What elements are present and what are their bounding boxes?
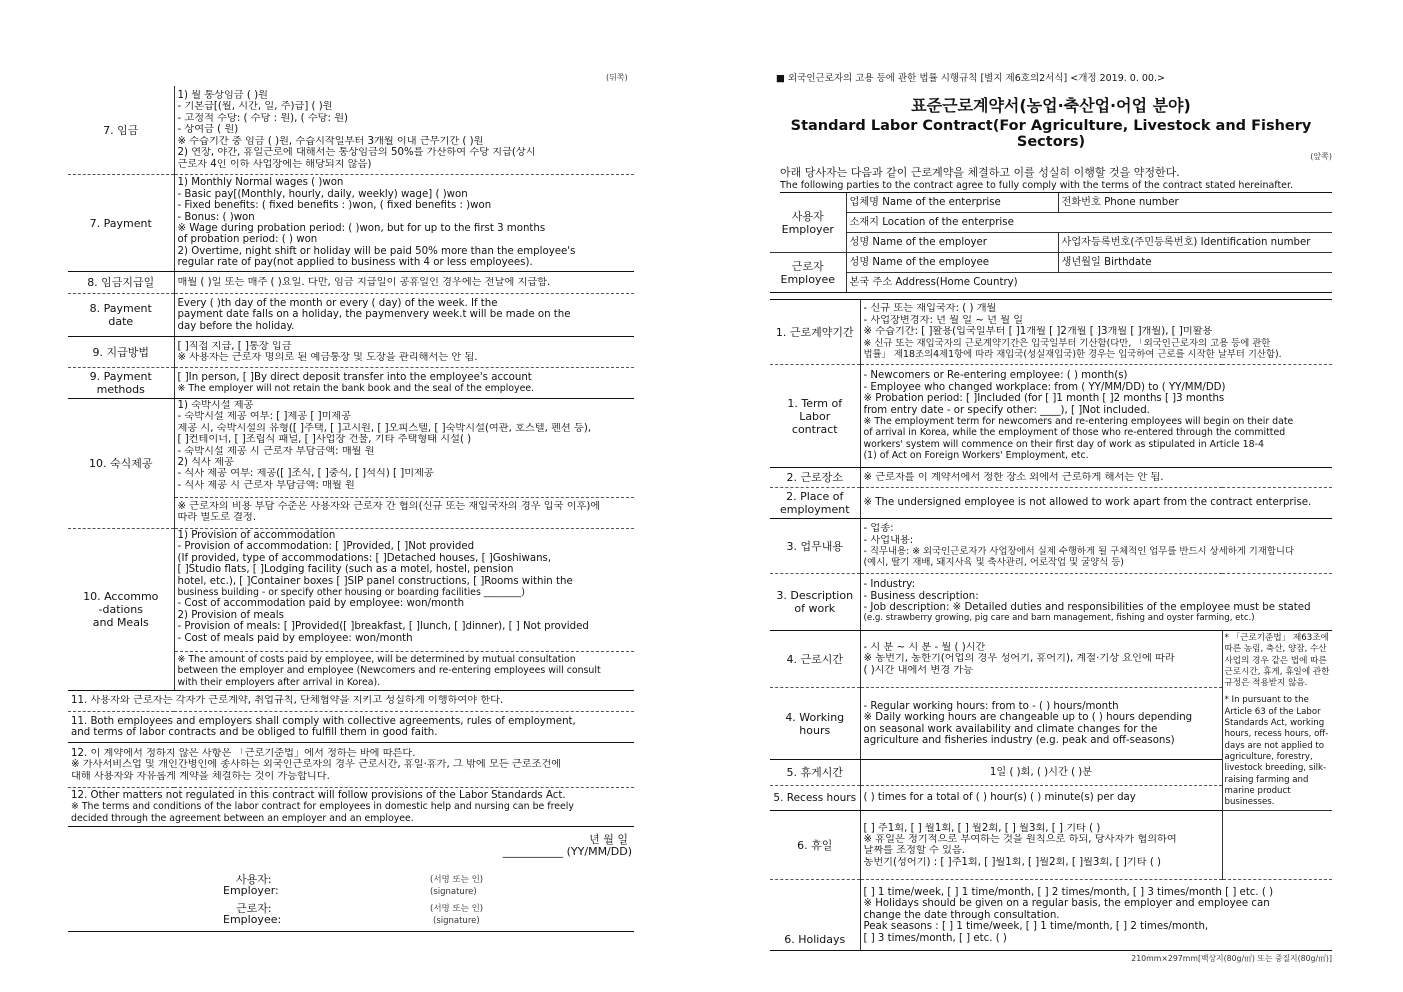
home-address-field[interactable]: 본국 주소 Address(Home Country) [846, 273, 1332, 293]
corner-note-front: (앞쪽) [1310, 152, 1332, 161]
employee-signature-en: (signature) [433, 916, 480, 926]
section-9-ko: 9. 지급방법 [ ]직접 지급, [ ]통장 입금 ※ 사용자는 근로자 명의로 된 예금통장 및 도장을 관리해서는 안 됨. [68, 337, 634, 368]
left-page [68, 86, 634, 932]
section-7-en: 7. Payment 1) Monthly Normal wages ( )won - Basic pay[(Monthly, hourly, daily, weekly) wage] ( )won - Fixed benefits: ( fixed benefits : )won, ( fixed benefits : )won - Bonus: ( )won ※ Wage during probation period: ( )won, but for up to the first 3 months of probation period: ( ) won 2) Overtime, night shift or holiday will be paid 50% more than the employee's regular rate of pay(not applied to business with 4 or less employees). [68, 175, 634, 272]
section-11-ko: 11. 사용자와 근로자는 각자가 근로계약, 취업규칙, 단체협약을 지키고 성실하게 이행하여야 한다. [68, 691, 634, 712]
employee-signature[interactable]: (서명 또는 인) [430, 904, 484, 914]
signature-area [68, 827, 634, 932]
section-12-en: 12. Other matters not regulated in this contract will follow provisions of the Labor Standards Act. ※ The terms and conditions of the labor contract for employees in domestic help and nursing can be freely decided through the agreement between an employer and an employee. [68, 788, 634, 827]
date-line: 년 월 일 [589, 833, 628, 846]
term-5-ko: 5. 휴게시간 1일 ( )회, ( )시간 ( )분 [770, 760, 1332, 786]
term-1-en: 1. Term of Labor contract - Newcomers or Re-entering employee: ( ) month(s) - Employee who changed workplace: from ( YY/MM/DD) to ( YY/MM/DD) ※ Probation period: [ ]Included (for [ ]1 month [ ]2 months [ ]3 months from entry date - or specify other: ____), [ ]Not included. ※ The employment term for newcomers and re-entering employees will begin on their date of arrival in Korea, while the employment of those who re-entered through the committed workers' system will commence on their first day of work as stipulated in Article 18-4 (1) of Act on Foreign Workers' Employment, etc. [770, 365, 1332, 468]
title-english: Standard Labor Contract(For Agriculture, Livestock and Fishery Sectors) [790, 118, 1312, 150]
employer-signature-en: (signature) [430, 887, 477, 897]
section-11-en: 11. Both employees and employers shall comply with collective agreements, rules of employment, and terms of labor contracts and be obliged to fulfill them in good faith. [68, 712, 634, 743]
term-6-en: 6. Holidays [ ] 1 time/week, [ ] 1 time/month, [ ] 2 times/month, [ ] 3 times/month [ ] etc. ( ) ※ Holidays should be given on a regular basis, the employer and employee can change the date through consultation. Peak seasons : [ ] 1 time/week, [ ] 1 time/month, [ ] 2 times/month, [ ] 3 times/month, [ ] etc. ( ) [770, 880, 1332, 951]
form-header-note: ■ 외국인근로자의 고용 등에 관한 법률 시행규칙 [별지 제6호의2서식] <개정 2019. 0. 00.> [776, 73, 1165, 84]
employee-label-ko: 근로자 [791, 259, 824, 273]
employee-label-en: Employee [780, 272, 835, 286]
enterprise-location-field[interactable]: 소재지 Location of the enterprise [846, 213, 1332, 233]
employer-name-field[interactable]: 성명 Name of the employer [846, 233, 1058, 253]
section-8-ko: 8. 임금지급일 매월 ( )일 또는 매주 ( )요일. 다만, 임금 지급일이 공휴일인 경우에는 전날에 지급함. [68, 272, 634, 294]
enterprise-name-field[interactable]: 업체명 Name of the enterprise [846, 193, 1058, 213]
section-9-en: 9. Payment methods [ ]In person, [ ]By direct deposit transfer into the employee's account ※ The employer will not retain the bank book and the seal of the employee. [68, 368, 634, 399]
term-4-ko: 4. 근로시간 - 시 분 ~ 시 분 - 월 ( )시간 ※ 농번기, 농한기(어업의 경우 성어기, 휴어기), 계절·기상 요인에 따라 ( )시간 내에서 변경 가능 * 「근로기준법」 제63조에 따른 농림, 축산, 양잠, 수산 사업의 경우 같은 법에 따른 근로시간, 휴게, 휴일에 관한 규정은 적용받지 않음. * In pursuant to the Article 63 of the Labor Standards Act, working hours, recess hours, off-days are not applied to agriculture, forestry, livestock breeding, silk-raising farming and marine product businesses. [770, 631, 1332, 688]
employer-label-en: Employer: [223, 884, 279, 897]
label-7-en: 7. Payment [68, 175, 174, 272]
birthdate-field[interactable]: 생년월일 Birthdate [1058, 253, 1332, 273]
term-1-ko: 1. 근로계약기간 - 신규 또는 재입국자: ( ) 개월 - 사업장변경자: 년 월 일 ~ 년 월 일 ※ 수습기간: [ ]활용(입국일부터 [ ]1개월 [ ]2개월 [ ]3개월 [ ]개월), [ ]미활용 ※ 신규 또는 재입국자의 근로계약기간은 입국일부터 기산함(다만, 「외국인근로자의 고용 등에 관한 법률」 제18조의4제1항에 따라 재입국(성실재입국)한 경우는 입국하여 근로를 시작한 날부터 기산함). [770, 300, 1332, 365]
term-4-en: 4. Working hours - Regular working hours: from to - ( ) hours/month ※ Daily working hours are changeable up to ( ) hours depending on seasonal work availability and climate changes for the agriculture and fisheries industry (e.g. peak and off-seasons) [770, 688, 1332, 760]
title-korean: 표준근로계약서(농업·축산업·어업 분야) [911, 96, 1191, 115]
section-10-en: 10. Accommo -dations and Meals 1) Provision of accommodation - Provision of accommodation: [ ]Provided, [ ]Not provided (If provided, type of accommodations: [ ]Detached houses, [ ]Goshiwans, [ ]Studio flats, [ ]Lodging facility (such as a motel, hostel, pension hotel, etc.), [ ]Container boxes [ ]SIP panel constructions, [ ]Rooms within the business building - or specify other housing or boarding facilities ________) - Cost of accommodation paid by employee: won/month 2) Provision of meals - Provision of meals: [ ]Provided([ ]breakfast, [ ]lunch, [ ]dinner), [ ] Not provided - Cost of meals paid by employee: won/month ※ The amount of costs paid by employee, will be determined by mutual consultation between the employer and employee (Newcomers and re-entering employees will consult with their employers after arrival in Korea). [68, 529, 634, 691]
term-6-ko: 6. 휴일 [ ] 주1회, [ ] 월1회, [ ] 월2회, [ ] 월3회, [ ] 기타 ( ) ※ 휴일은 정기적으로 부여하는 것을 원칙으로 하되, 당사자가 협의하여 날짜를 조정할 수 있음. 농번기(성어기) : [ ]주1회, [ ]월1회, [ ]월2회, [ ]월3회, [ ]기타 ( ) [770, 811, 1332, 880]
paper-size-note: 210mm×297mm[백상지(80g/㎡) 또는 중질지(80g/㎡)] [1131, 954, 1332, 964]
employer-signature[interactable]: (서명 또는 인) [430, 875, 484, 885]
employee-name-field[interactable]: 성명 Name of the employee [846, 253, 1058, 273]
term-5-en: 5. Recess hours ( ) times for a total of ( ) hour(s) ( ) minute(s) per day [770, 785, 1332, 811]
parties-table [770, 193, 1332, 293]
term-3-ko: 3. 업무내용 - 업종: - 사업내용: - 직무내용: ※ 외국인근로자가 사업장에서 실제 수행하게 될 구체적인 업무를 반드시 상세하게 기재합니다 (예시, 딸기 재배, 돼지사육 및 축사관리, 어로작업 및 굴양식 등) [770, 519, 1332, 574]
label-7-ko: 7. 임금 [68, 86, 174, 175]
employee-label-ko: 근로자: [236, 902, 272, 915]
right-page [770, 70, 1332, 964]
section-12-ko: 12. 이 계약에서 정하지 않은 사항은 「근로기준법」에서 정하는 바에 따른다. ※ 가사서비스업 및 개인간병인에 종사하는 외국인근로자의 경우 근로시간, 휴일·휴가, 그 밖에 모든 근로조건에 대해 사용자와 자유롭게 계약을 체결하는 것이 가능합니다. [68, 743, 634, 788]
employer-label-ko: 사용자 [791, 209, 824, 223]
date-format: ___________ (YY/MM/DD) [502, 845, 632, 858]
section-8-en: 8. Payment date Every ( )th day of the month or every ( day) of the week. If the payment date falls on a holiday, the paymenvery week.t will be made on the day before the holiday. [68, 294, 634, 337]
term-3-en: 3. Description of work - Industry: - Business description: - Job description: ※ Detailed duties and responsibilities of the employee must be stated (e.g. strawberry growing, pig care and barn management, fishing and oyster farming, etc.) [770, 574, 1332, 631]
term-2-ko: 2. 근로장소 ※ 근로자를 이 계약서에서 정한 장소 외에서 근로하게 해서는 안 됨. [770, 468, 1332, 488]
term-2-en: 2. Place of employment ※ The undersigned employee is not allowed to work apart from the contract enterprise. [770, 488, 1332, 519]
phone-field[interactable]: 전화번호 Phone number [1058, 193, 1332, 213]
intro-korean: 아래 당사자는 다음과 같이 근로계약을 체결하고 이를 성실히 이행할 것을 약정한다. [780, 166, 1180, 179]
employer-label-en: Employer [781, 222, 834, 236]
section-7-ko: 7. 임금 1) 월 통상임금 ( )원 - 기본급[(월, 시간, 일, 주)급] ( )원 - 고정적 수당: ( 수당 : 원), ( 수당: 원) - 상여금 ( 원) ※ 수습기간 중 임금 ( )원, 수습시작일부터 3개월 이내 근무기간 ( )원 2) 연장, 야간, 휴일근로에 대해서는 통상임금의 50%를 가산하여 수당 지급(상시 근로자 4인 이하 사업장에는 해당되지 않음) [68, 86, 634, 175]
section-10-ko: 10. 숙식제공 1) 숙박시설 제공 - 숙박시설 제공 여부: [ ]제공 [ ]미제공 제공 시, 숙박시설의 유형([ ]주택, [ ]고시원, [ ]오피스텔, [ ]숙박시설(여관, 호스텔, 펜션 등), [ ]컨테이너, [ ]조립식 패널, [ ]사업장 건물, 기타 주택형태 시설( ) - 숙박시설 제공 시 근로자 부담금액: 매월 원 2) 식사 제공 - 식사 제공 여부: 제공([ ]조식, [ ]중식, [ ]석식) [ ]미제공 - 식사 제공 시 근로자 부담금액: 매월 원 ※ 근로자의 비용 부담 수준은 사용자와 근로자 간 협의(신규 또는 재입국자의 경우 입국 이후)에 따라 별도로 결정. [68, 399, 634, 529]
labor-standards-side-note: * 「근로기준법」 제63조에 따른 농림, 축산, 양잠, 수산 사업의 경우 같은 법에 따른 근로시간, 휴게, 휴일에 관한 규정은 적용받지 않음. * In pursuant to the Article 63 of the Labor Standards Act, working hours, recess hours, off-days are not applied to agriculture, forestry, livestock breeding, silk-raising farming and marine product businesses. [1222, 631, 1332, 811]
employer-label-ko: 사용자: [236, 873, 272, 886]
terms-table [770, 299, 1332, 951]
intro-english: The following parties to the contract agree to fully comply with the terms of the contract stated hereinafter. [780, 180, 1332, 193]
identification-number-field[interactable]: 사업자등록번호(주민등록번호) Identification number [1058, 233, 1332, 253]
employee-label-en: Employee: [223, 913, 282, 926]
corner-note-back: (뒤쪽) [606, 73, 628, 82]
